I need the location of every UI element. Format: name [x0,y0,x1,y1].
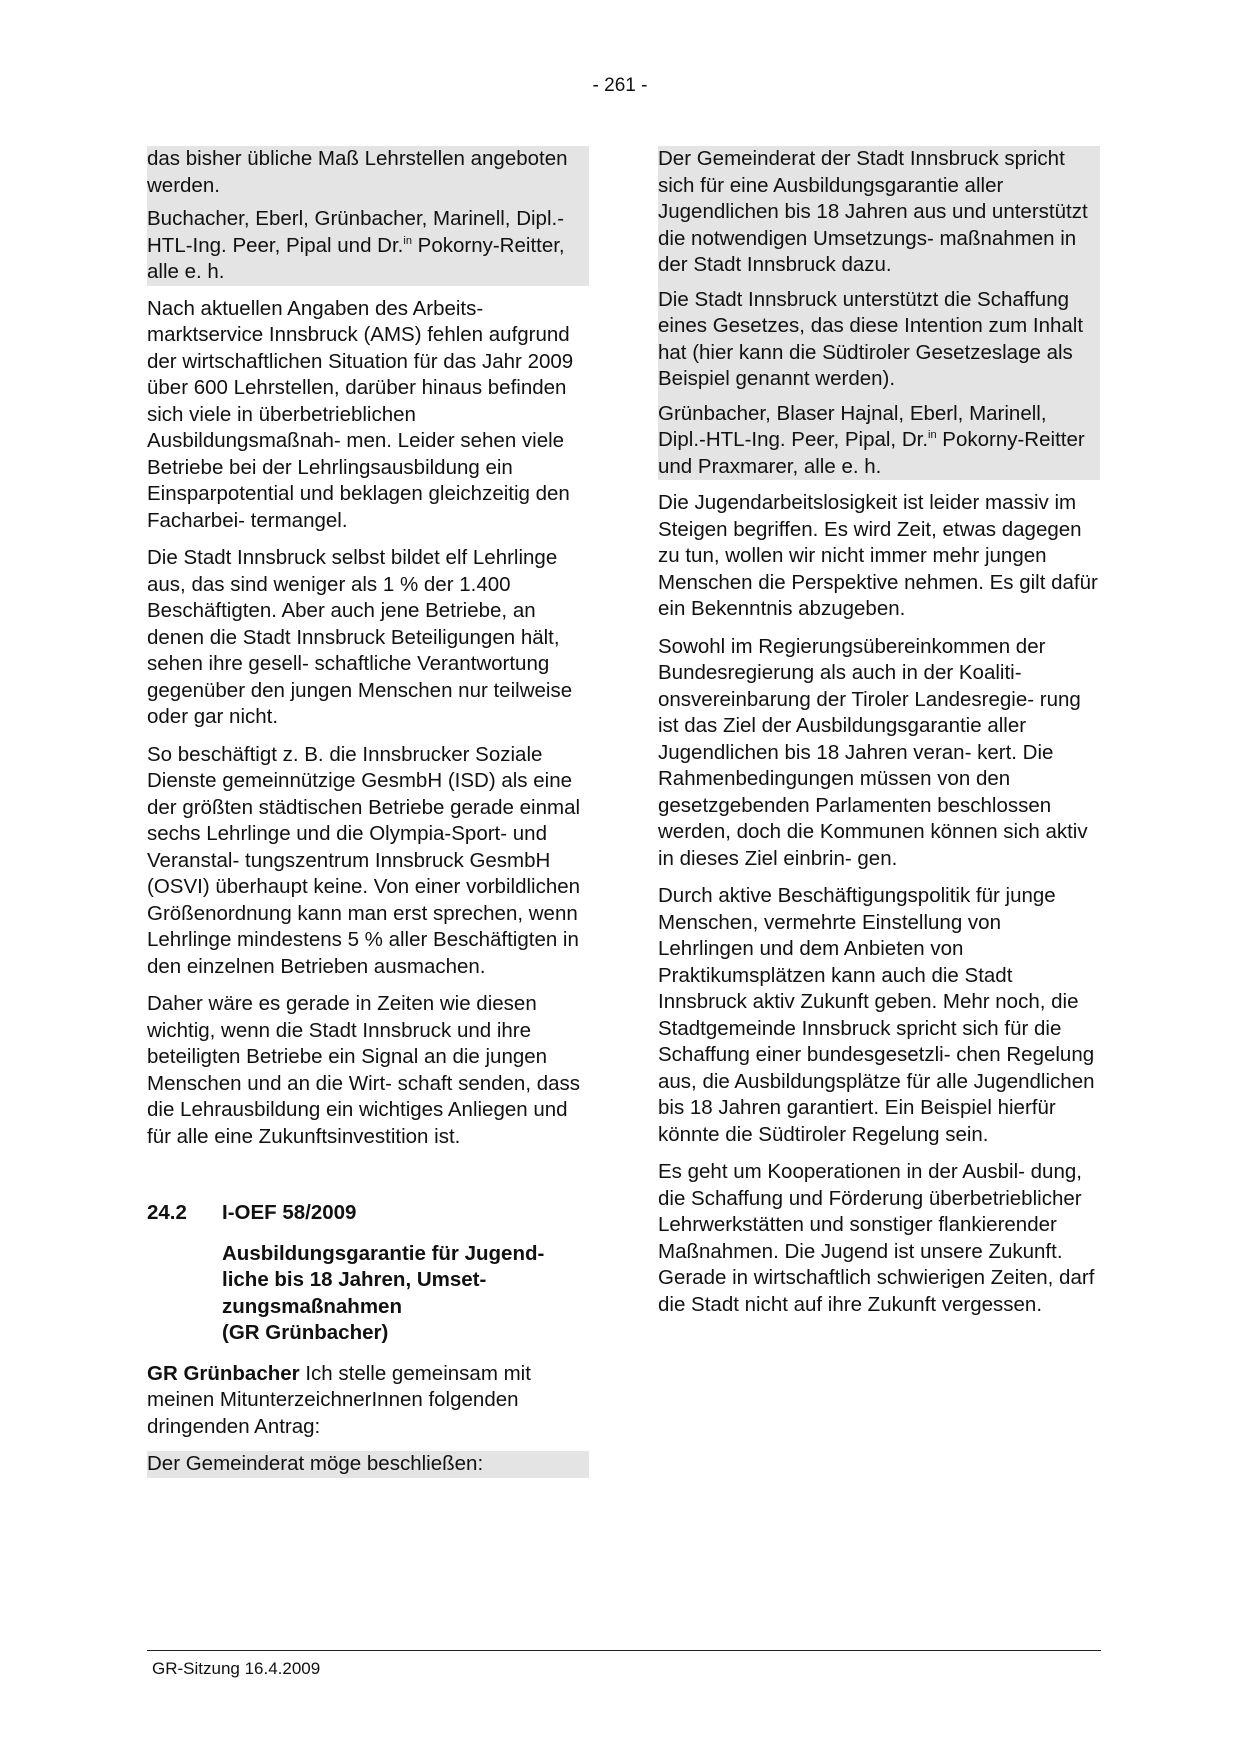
motion-intro: Der Gemeinderat möge beschließen: [147,1451,589,1478]
agenda-code: I-OEF 58/2009 [222,1201,357,1224]
footer-session-date: GR-Sitzung 16.4.2009 [152,1659,321,1678]
paragraph: Die Stadt Innsbruck selbst bildet elf Lehrlinge aus, das sind weniger als 1 % der 1.400 Beschäftigten. Aber auch jene Betriebe, an denen die Stadt Innsbruck Beteiligungen hält, sehen ihre gesell- schaftliche Verantwortung gegenüber den jungen Menschen nur teilweise oder gar nicht. [147,546,573,728]
paragraph: Daher wäre es gerade in Zeiten wie diesen wichtig, wenn die Stadt Innsbruck und ihre beteiligten Betriebe ein Signal an die jungen Menschen und an die Wirt- schaft senden, dass die Lehrausbildung ein wichtiges Anliegen und für alle eine Zukunftsinvestition ist. [147,992,581,1148]
footer-divider [147,1650,1101,1651]
signers-text-2: Pokorny-Reitter, alle e. h. [147,233,565,283]
signers-list [147,206,589,286]
paragraph: Sowohl im Regierungsübereinkommen der Bundesregierung als auch in der Koaliti- onsvereinbarung der Tiroler Landesregie- rung ist das Ziel der Ausbildungsgarantie aller Jugendlichen bis 18 Jahren veran- kert. Die Rahmenbedingungen müssen von den gesetzgebenden Parlamenten beschlossen werden, doch die Kommunen können sich aktiv in dieses Ziel einbrin- gen. [658,634,1088,870]
paragraph: So beschäftigt z. B. die Innsbrucker Soziale Dienste gemeinnützige GesmbH (ISD) als eine der größten städtischen Betriebe gerade einmal sechs Lehrlinge und die Olympia-Sport- und Veranstal- tungszentrum Innsbruck GesmbH (OSVI) überhaupt keine. Von einer vorbildlichen Größenordnung kann man erst sprechen, wenn Lehrlinge mindestens 5 % aller Beschäftigten in den einzelnen Betrieben ausmachen. [147,742,581,978]
speaker-paragraph [147,1361,589,1441]
right-column [658,146,1100,1329]
paragraph: Die Jugendarbeitslosigkeit ist leider massiv im Steigen begriffen. Es wird Zeit, etwas dagegen zu tun, wollen wir nicht immer mehr jungen Menschen die Perspektive nehmen. Es gilt dafür ein Bekenntnis abzugeben. [658,491,1098,620]
agenda-title [222,1241,589,1347]
agenda-title-line: zungsmaßnahmen [222,1294,402,1318]
agenda-title-line: (GR Grünbacher) [222,1321,389,1344]
agenda-number: 24.2 [147,1201,187,1224]
motion-continuation-text: das bisher übliche Maß Lehrstellen angeboten werden. [147,147,568,197]
agenda-heading [147,1200,589,1227]
left-column [147,146,589,1489]
signers-superscript: in [403,234,412,247]
signers-text-2: Pokorny-Reitter und Praxmarer, alle e. h. [658,428,1085,478]
page-number: - 261 - [592,75,648,96]
signers-superscript: in [928,429,937,441]
signers-text-1: Grünbacher, Blaser Hajnal, Eberl, Marinell, Dipl.-HTL-Ing. Peer, Pipal, Dr. [658,401,1047,451]
speaker-name: GR Grünbacher [147,1361,300,1385]
motion-paragraph: Der Gemeinderat der Stadt Innsbruck spricht sich für eine Ausbildungsgarantie aller Jugendlichen bis 18 Jahren aus und unterstützt die notwendigen Umsetzungs- maßnahmen in der Stadt Innsbruck dazu. [658,147,1088,276]
motion-paragraph: Die Stadt Innsbruck unterstützt die Schaffung eines Gesetzes, das diese Intention zum Inhalt hat (hier kann die Südtiroler Gesetzeslage als Beispiel genannt werden). [658,287,1084,390]
agenda-item [147,1200,589,1347]
agenda-title-line: Ausbildungsgarantie für Jugend- [222,1241,545,1265]
speaker-text: Ich stelle gemeinsam mit meinen MitunterzeichnerInnen folgenden dringenden Antrag: [147,1361,531,1438]
paragraph: Nach aktuellen Angaben des Arbeits- marktservice Innsbruck (AMS) fehlen aufgrund der wirtschaftlichen Situation für das Jahr 2009 über 600 Lehrstellen, darüber hinaus befinden sich viele in überbetrieblichen Ausbildungsmaßnah- men. Leider sehen viele Betriebe bei der Lehrlingsausbildung ein Einsparpotential und beklagen gleichzeitig den Facharbei- termangel. [147,296,574,532]
shaded-motion-text [658,146,1100,480]
agenda-title-line: liche bis 18 Jahren, Umset- [222,1268,487,1291]
paragraph: Es geht um Kooperationen in der Ausbil- dung, die Schaffung und Förderung überbetrieblicher Lehrwerkstätten und sonstiger flankierender Maßnahmen. Die Jugend ist unsere Zukunft. Gerade in wirtschaftlich schwierigen Zeiten, darf die Stadt nicht auf ihre Zukunft vergessen. [658,1160,1095,1316]
paragraph: Durch aktive Beschäftigungspolitik für junge Menschen, vermehrte Einstellung von Lehrlingen und dem Anbieten von Praktikumsplätzen kann auch die Stadt Innsbruck aktiv Zukunft geben. Mehr noch, die Stadtgemeinde Innsbruck spricht sich für die Schaffung einer bundesgesetzli- chen Regelung aus, die Ausbildungsplätze für alle Jugendlichen bis 18 Jahren garantiert. Ein Beispiel hierfür könnte die Südtiroler Regelung sein. [658,884,1095,1146]
signers-text-1: Buchacher, Eberl, Grünbacher, Marinell, Dipl.-HTL-Ing. Peer, Pipal und Dr. [147,207,565,257]
signers-list [658,401,1100,481]
shaded-motion-continuation [147,146,589,286]
